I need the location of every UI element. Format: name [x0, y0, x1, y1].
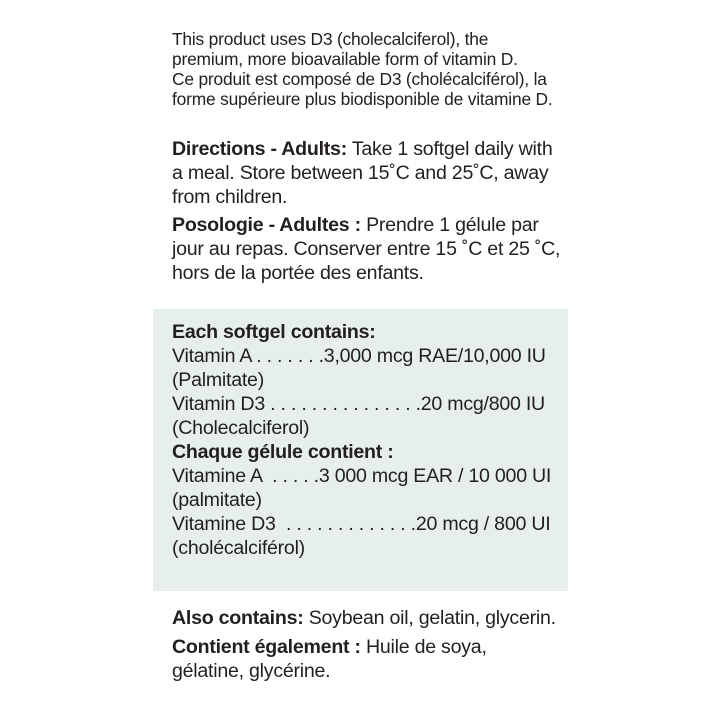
contents-en-vitamin-d3: Vitamin D3 . . . . . . . . . . . . . . .20 mcg/800 IU [172, 393, 545, 415]
contents-fr-vitamin-d3-source: (cholécalciférol) [172, 537, 305, 559]
directions-fr-text-3: hors de la portée des enfants. [172, 262, 424, 284]
directions-en-text-3: from children. [172, 186, 288, 208]
also-contains-en-text: Soybean oil, gelatin, glycerin. [303, 607, 556, 629]
directions-fr [172, 213, 572, 285]
directions-en-label: Directions - Adults: [172, 138, 347, 160]
intro-en-line-1: This product uses D3 (cholecalciferol), the [172, 29, 489, 49]
directions-en-text-1: Take 1 softgel daily with [346, 138, 553, 160]
also-contains-en [172, 606, 572, 630]
also-contains-en-label: Also contains: [172, 607, 304, 629]
contents-fr-heading: Chaque gélule contient : [172, 441, 394, 463]
also-contains-fr-label: Contient également : [172, 636, 361, 658]
intro-fr-line-2: forme supérieure plus biodisponible de vitamine D. [172, 89, 553, 109]
contents-fr-vitamin-d3: Vitamine D3 . . . . . . . . . . . . .20 mcg / 800 UI [172, 513, 551, 535]
also-contains-fr-text-2: gélatine, glycérine. [172, 660, 331, 682]
directions-en-text-2: a meal. Store between 15˚C and 25˚C, away [172, 162, 549, 184]
directions-fr-text-2: jour au repas. Conserver entre 15 ˚C et 25 ˚C, [172, 238, 561, 260]
also-contains-fr-text-1: Huile de soya, [360, 636, 487, 658]
contents-en-vitamin-a-source: (Palmitate) [172, 369, 264, 391]
contents-en-vitamin-a: Vitamin A . . . . . . .3,000 mcg RAE/10,000 IU [172, 345, 546, 367]
contents-fr-vitamin-a-source: (palmitate) [172, 489, 262, 511]
directions-en [172, 137, 572, 209]
intro-fr-line-1: Ce produit est composé de D3 (cholécalciférol), la [172, 69, 547, 89]
also-contains-fr [172, 635, 572, 683]
contents-block [172, 320, 572, 560]
intro-en-line-2: premium, more bioavailable form of vitamin D. [172, 49, 518, 69]
intro-block [172, 29, 572, 109]
contents-fr-vitamin-a: Vitamine A . . . . .3 000 mcg EAR / 10 000 UI [172, 465, 552, 487]
contents-en-heading: Each softgel contains: [172, 321, 376, 343]
contents-en-vitamin-d3-source: (Cholecalciferol) [172, 417, 310, 439]
directions-block [172, 137, 572, 289]
also-contains-block [172, 606, 572, 688]
directions-fr-text-1: Prendre 1 gélule par [360, 214, 539, 236]
directions-fr-label: Posologie - Adultes : [172, 214, 361, 236]
